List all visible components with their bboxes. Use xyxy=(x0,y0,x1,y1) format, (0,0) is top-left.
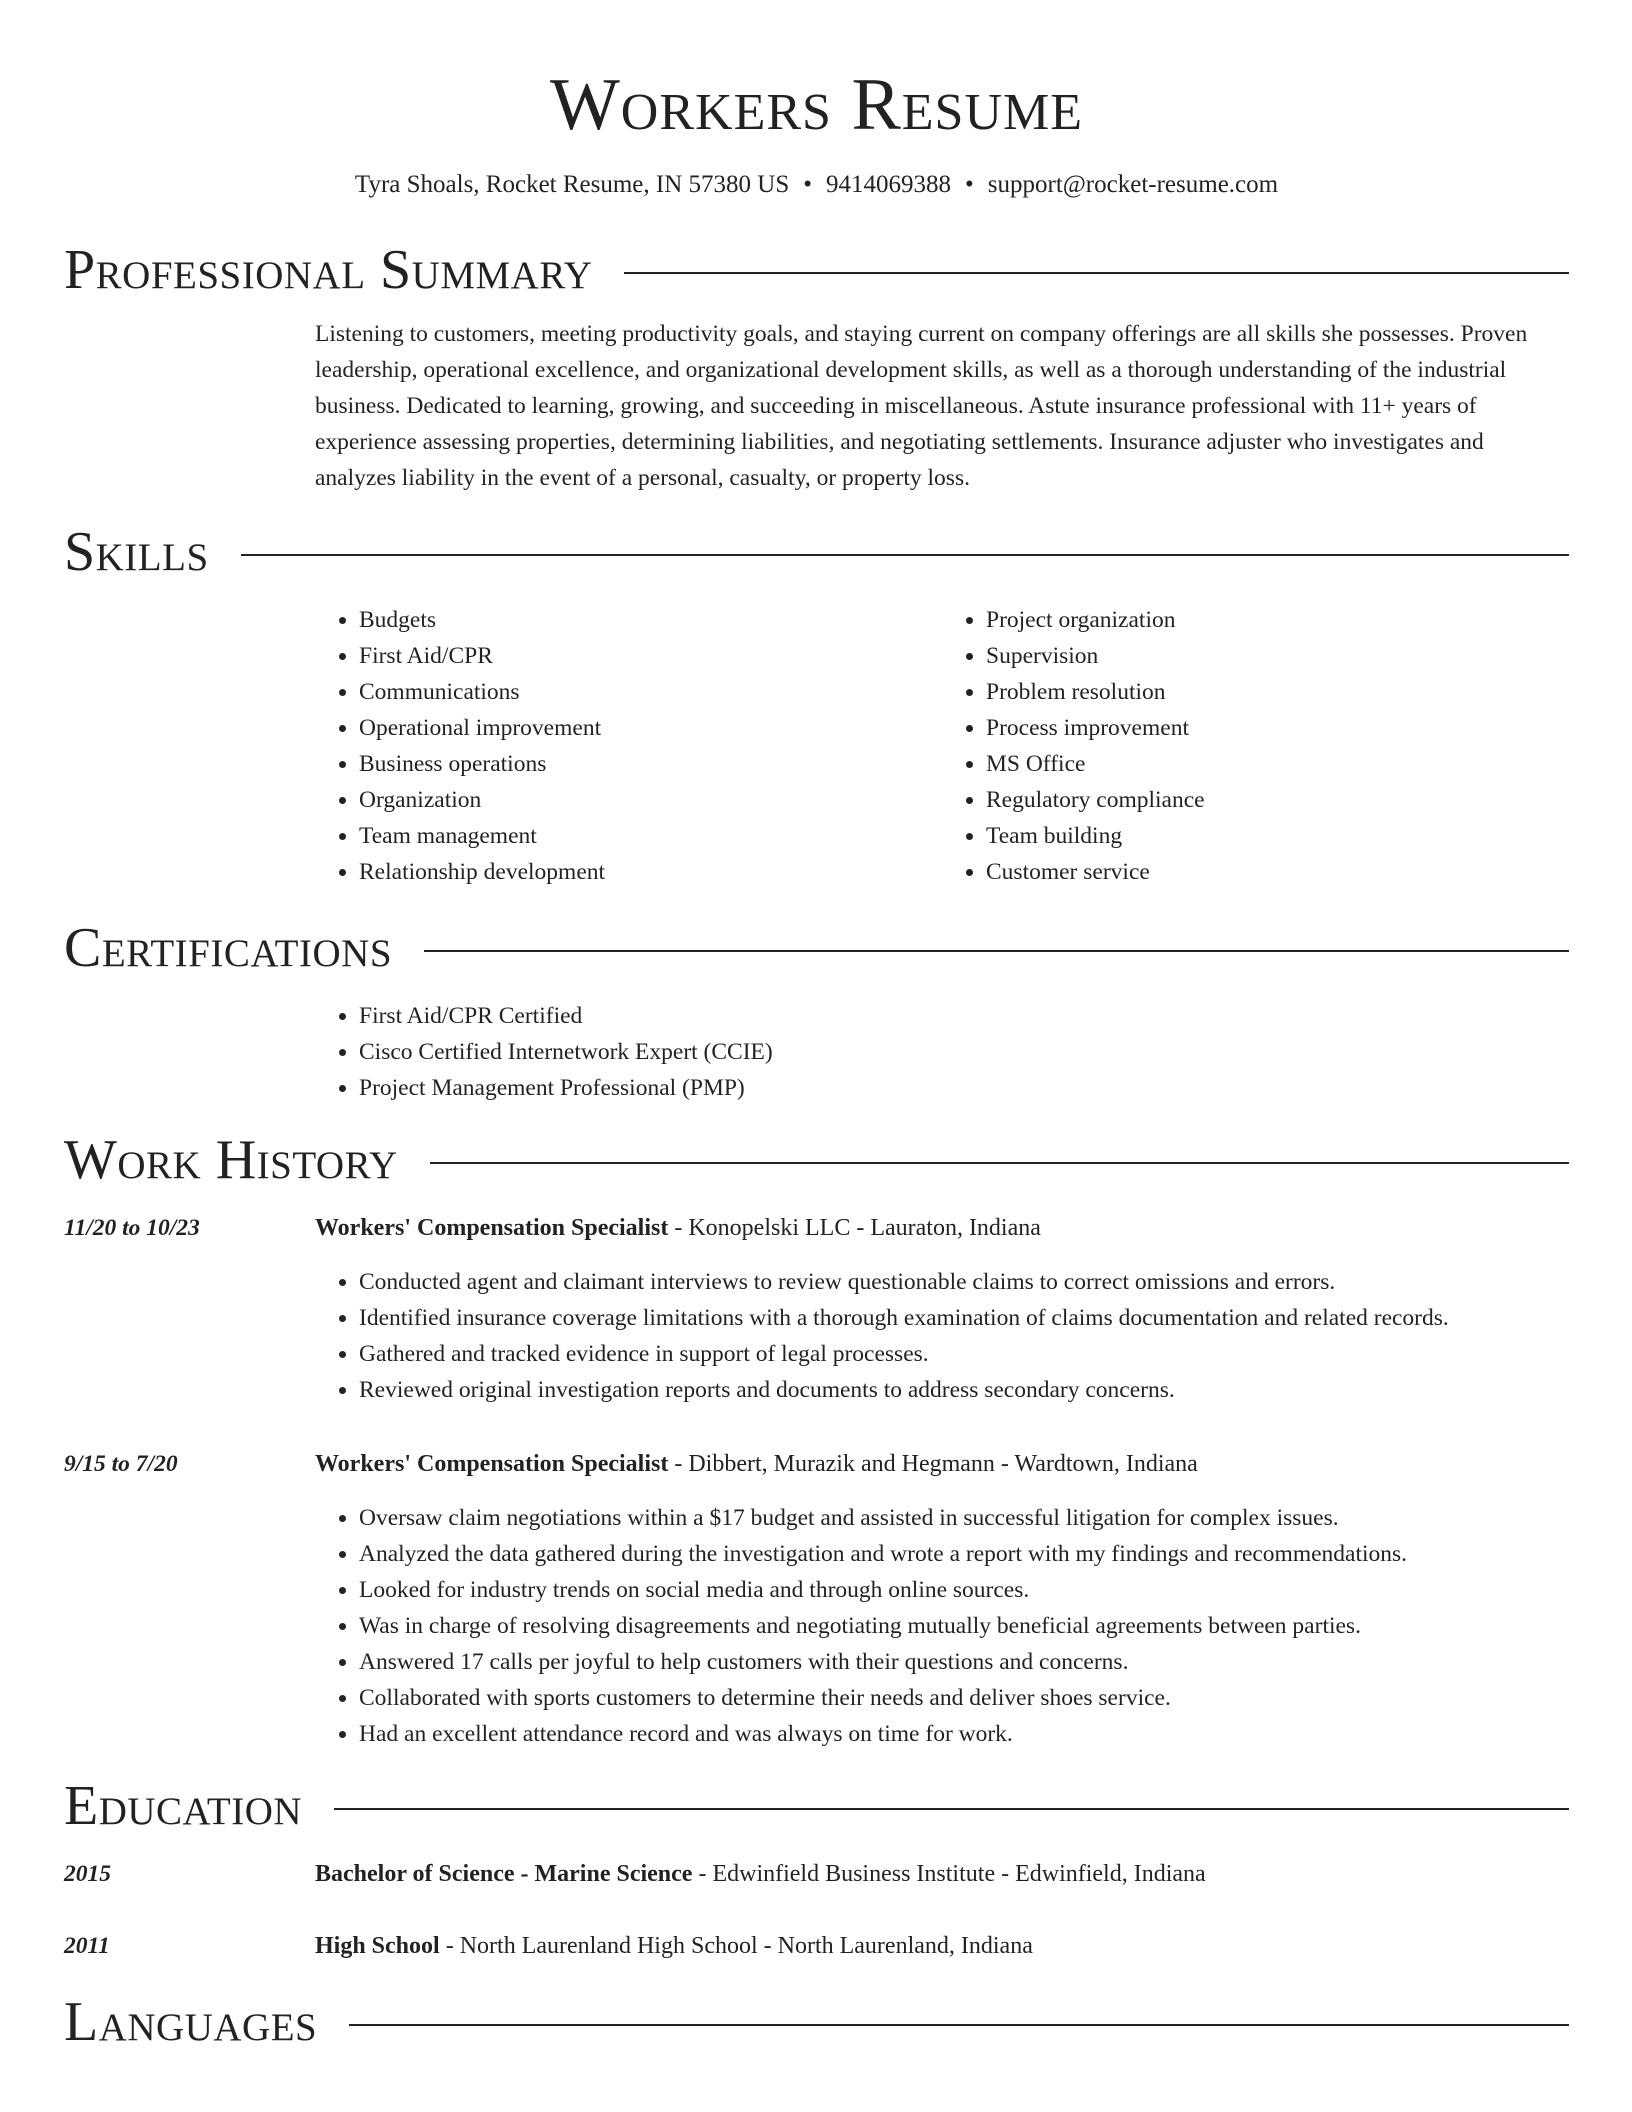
skill-item: • Team building xyxy=(986,818,1569,854)
education-section-header xyxy=(64,1774,1569,1838)
education-year: 2011 xyxy=(64,1933,110,1959)
job-bullets xyxy=(315,1264,1569,1408)
skill-item: • Operational improvement xyxy=(359,710,942,746)
skills-list xyxy=(315,602,1569,890)
education-school-location: - North Laurenland High School - North Laurenland, Indiana xyxy=(439,1933,1033,1959)
education-entry xyxy=(64,1856,1569,1892)
education-degree: Bachelor of Science - Marine Science xyxy=(315,1861,693,1887)
section-title-education: Education xyxy=(64,1775,303,1837)
job-entry xyxy=(64,1446,1569,1752)
job-bullet: • Conducted agent and claimant interviews to review questionable claims to correct omissions and errors. xyxy=(359,1264,1569,1300)
contact-email: support@rocket-resume.com xyxy=(987,171,1279,198)
job-heading xyxy=(315,1446,1569,1482)
section-title-summary: Professional Summary xyxy=(64,239,593,301)
contact-separator: • xyxy=(965,171,974,198)
skill-item: • Customer service xyxy=(986,854,1569,890)
job-bullet: • Oversaw claim negotiations within a $17 budget and assisted in successful litigation for complex issues. xyxy=(359,1500,1569,1536)
section-divider xyxy=(334,1808,1569,1810)
education-school-location: - Edwinfield Business Institute - Edwinfield, Indiana xyxy=(692,1861,1206,1887)
job-heading xyxy=(315,1210,1569,1246)
skill-item: • Organization xyxy=(359,782,942,818)
job-bullets xyxy=(315,1500,1569,1752)
section-divider xyxy=(624,272,1569,274)
resume-page xyxy=(64,0,1569,2054)
section-title-skills: Skills xyxy=(64,521,209,583)
skill-item: • First Aid/CPR xyxy=(359,638,942,674)
skill-item: • Problem resolution xyxy=(986,674,1569,710)
summary-section-header xyxy=(64,238,1569,302)
certification-item: • Project Management Professional (PMP) xyxy=(359,1070,1569,1106)
education-heading xyxy=(315,1928,1033,1964)
section-divider xyxy=(241,554,1569,556)
contact-phone: 9414069388 xyxy=(826,171,952,198)
job-bullet: • Reviewed original investigation reports and documents to address secondary concerns. xyxy=(359,1372,1569,1408)
job-bullet: • Answered 17 calls per joyful to help customers with their questions and concerns. xyxy=(359,1644,1569,1680)
job-entry xyxy=(64,1210,1569,1408)
section-divider xyxy=(349,2024,1569,2026)
skills-column-left xyxy=(315,602,942,890)
skill-item: • Project organization xyxy=(986,602,1569,638)
summary-text: Listening to customers, meeting productivity goals, and staying current on company offerings are all skills she possesses. Proven leadership, operational excellence, and organizational development skills, as well as a thorough understanding of the industrial business. Dedicated to learning, growing, and succeeding in miscellaneous. Astute insurance professional with 11+ years of experience assessing properties, determining liabilities, and negotiating settlements. Insurance adjuster who investigates and analyzes liability in the event of a personal, casualty, or property loss. xyxy=(315,321,1528,491)
contact-address: Tyra Shoals, Rocket Resume, IN 57380 US xyxy=(354,171,790,198)
skill-item: • Budgets xyxy=(359,602,942,638)
certification-item: • First Aid/CPR Certified xyxy=(359,998,1569,1034)
job-bullet: • Was in charge of resolving disagreements and negotiating mutually beneficial agreements between parties. xyxy=(359,1608,1569,1644)
skills-section-header xyxy=(64,520,1569,584)
skill-item: • Communications xyxy=(359,674,942,710)
skill-item: • Relationship development xyxy=(359,854,942,890)
job-title: Workers' Compensation Specialist xyxy=(315,1215,669,1241)
skills-column-right xyxy=(942,602,1569,890)
skill-item: • MS Office xyxy=(986,746,1569,782)
job-dates: 11/20 to 10/23 xyxy=(64,1215,200,1241)
education-heading xyxy=(315,1856,1206,1892)
contact-separator: • xyxy=(803,171,813,198)
job-title: Workers' Compensation Specialist xyxy=(315,1451,669,1477)
education-year: 2015 xyxy=(64,1861,111,1887)
work-history-section-header xyxy=(64,1128,1569,1192)
section-title-certifications: Certifications xyxy=(64,917,393,979)
job-dates: 9/15 to 7/20 xyxy=(64,1451,178,1477)
section-title-work-history: Work History xyxy=(64,1129,398,1191)
job-bullet: • Analyzed the data gathered during the investigation and wrote a report with my findings and recommendations. xyxy=(359,1536,1569,1572)
resume-title: Workers Resume xyxy=(549,64,1084,146)
skill-item: • Regulatory compliance xyxy=(986,782,1569,818)
contact-line xyxy=(64,170,1569,200)
skill-item: • Supervision xyxy=(986,638,1569,674)
job-bullet: • Looked for industry trends on social media and through online sources. xyxy=(359,1572,1569,1608)
job-company-location: - Konopelski LLC - Lauraton, Indiana xyxy=(668,1215,1041,1241)
education-entry xyxy=(64,1928,1569,1964)
certifications-list xyxy=(315,998,1569,1106)
certification-item: • Cisco Certified Internetwork Expert (CCIE) xyxy=(359,1034,1569,1070)
job-company-location: - Dibbert, Murazik and Hegmann - Wardtown, Indiana xyxy=(668,1451,1198,1477)
section-divider xyxy=(430,1162,1569,1164)
job-bullet: • Had an excellent attendance record and was always on time for work. xyxy=(359,1716,1569,1752)
job-bullet: • Gathered and tracked evidence in support of legal processes. xyxy=(359,1336,1569,1372)
education-degree: High School xyxy=(315,1933,440,1959)
section-divider xyxy=(424,950,1569,952)
section-title-languages: Languages xyxy=(64,1991,318,2053)
skill-item: • Business operations xyxy=(359,746,942,782)
skill-item: • Process improvement xyxy=(986,710,1569,746)
job-bullet: • Identified insurance coverage limitations with a thorough examination of claims documentation and related records. xyxy=(359,1300,1569,1336)
job-bullet: • Collaborated with sports customers to determine their needs and deliver shoes service. xyxy=(359,1680,1569,1716)
certifications-section-header xyxy=(64,916,1569,980)
languages-section-header xyxy=(64,1990,1569,2054)
skill-item: • Team management xyxy=(359,818,942,854)
